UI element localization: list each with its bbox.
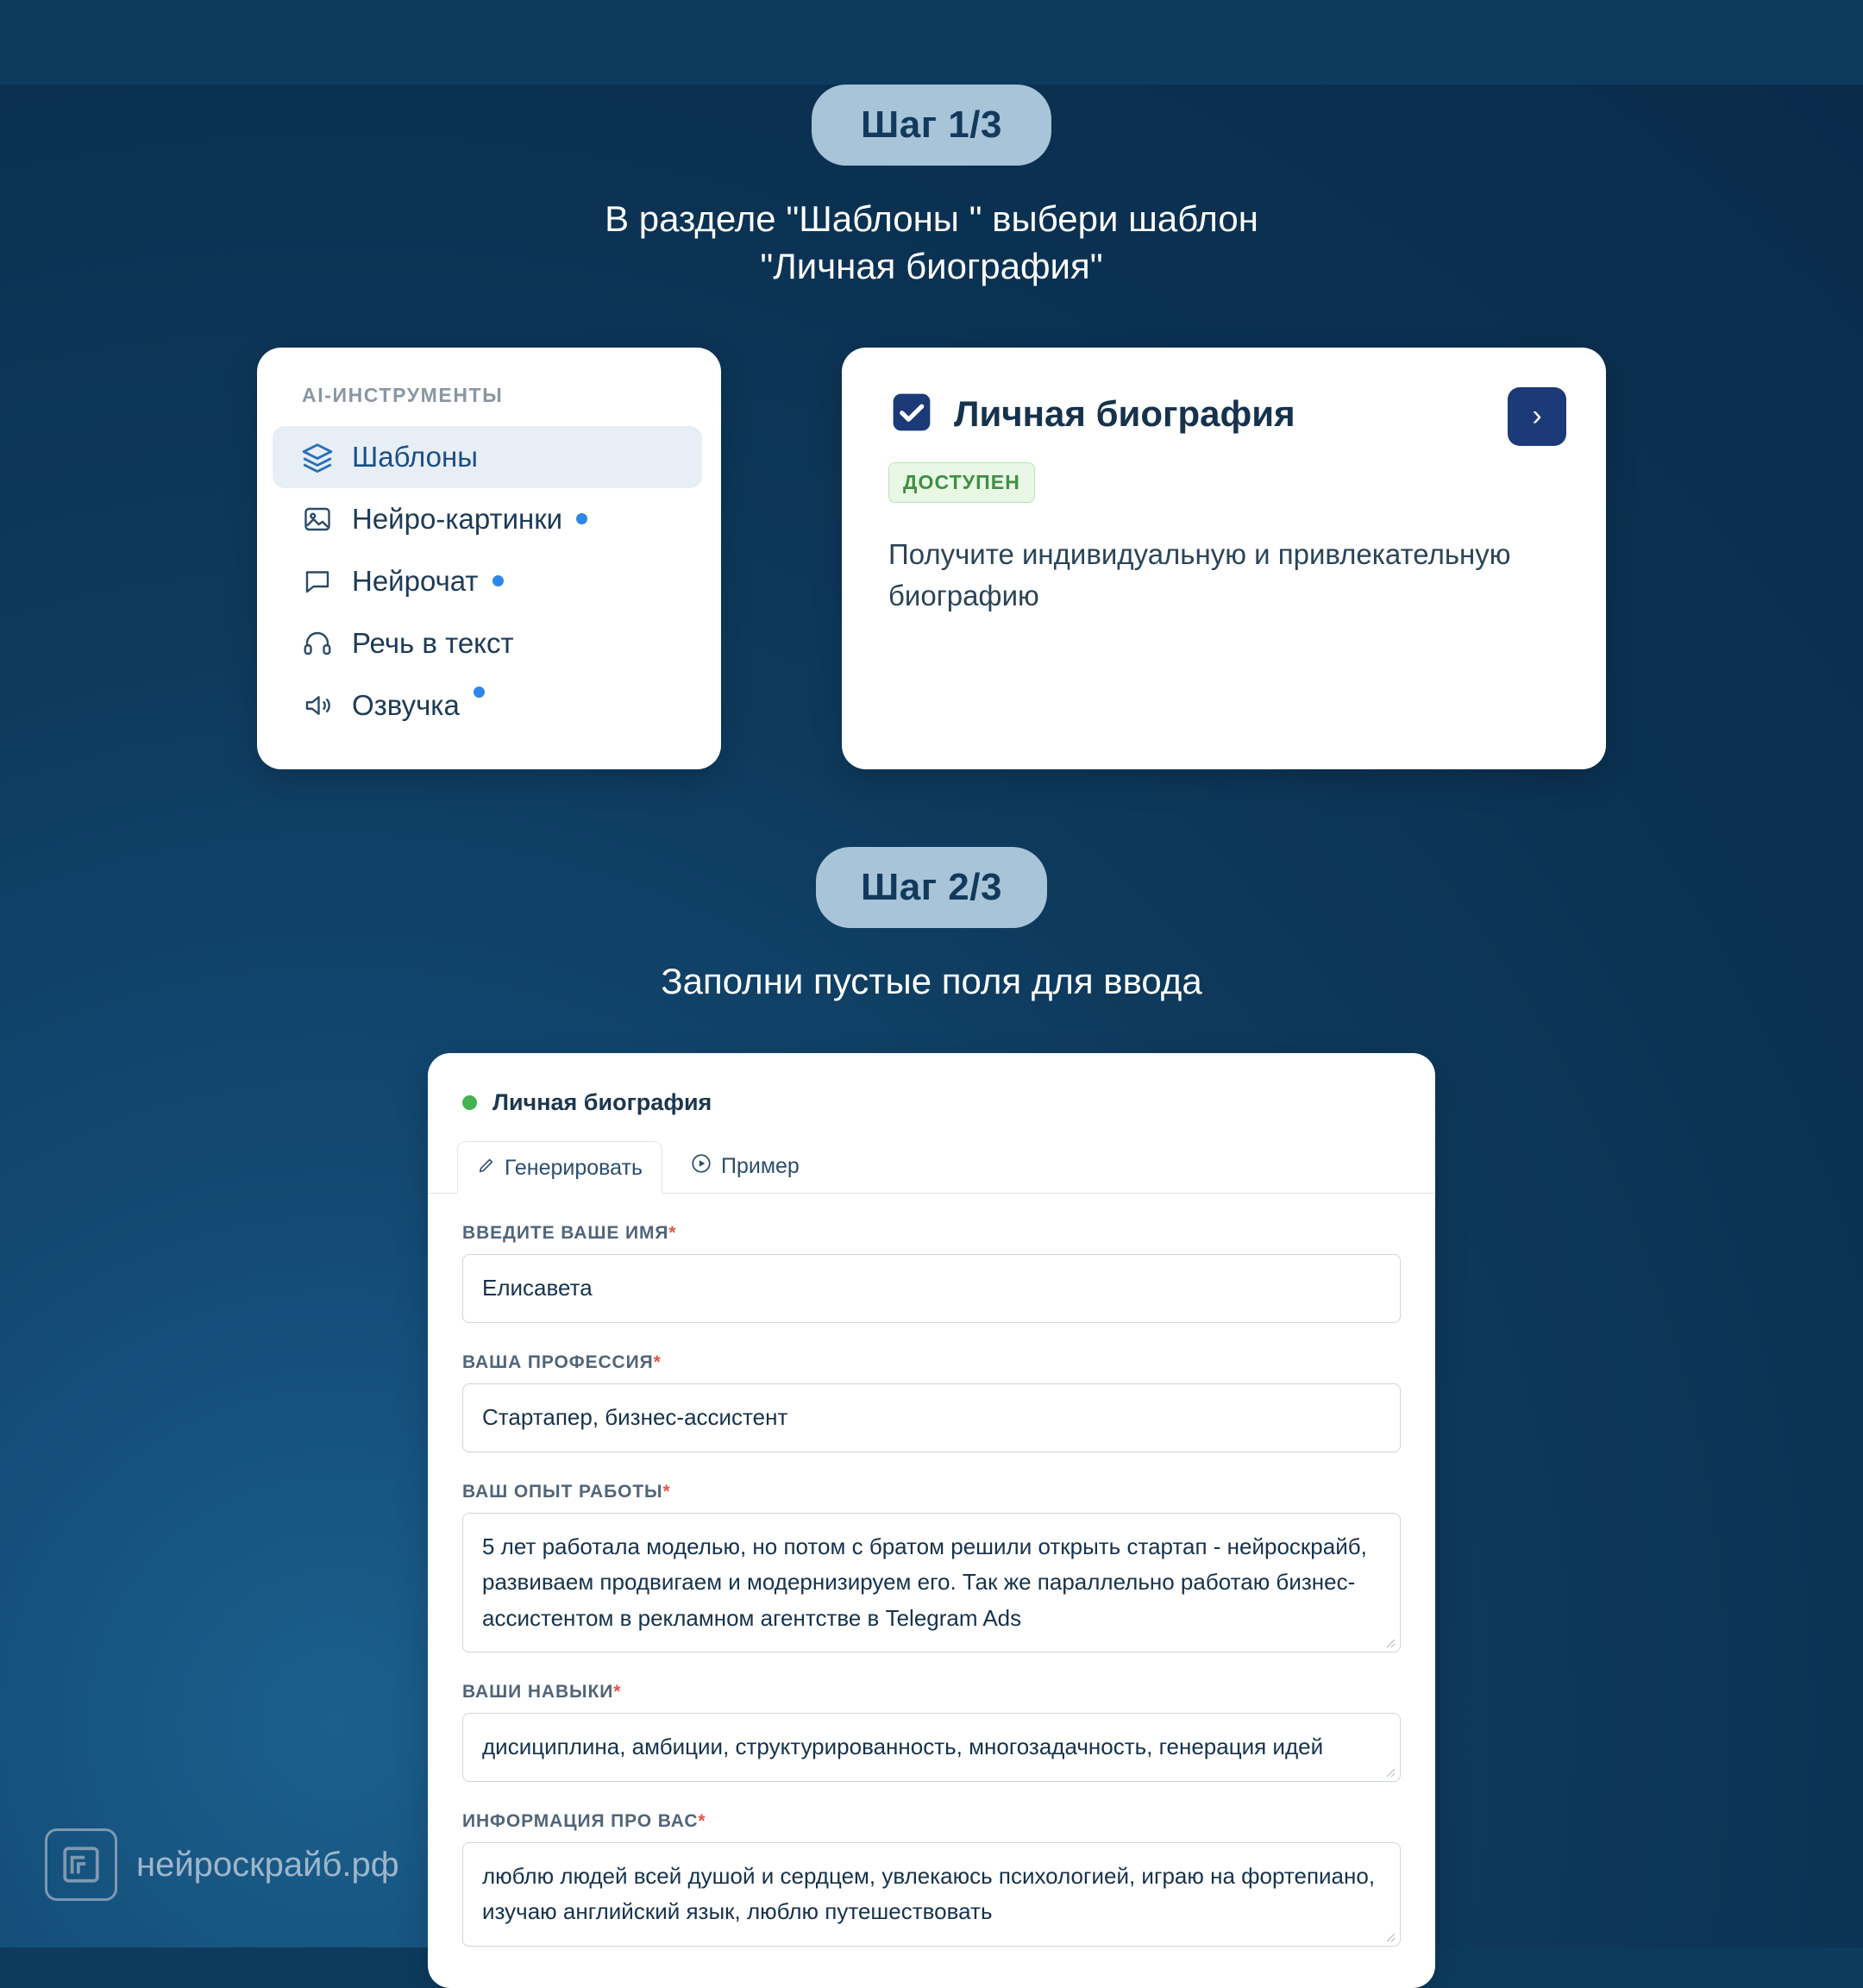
- field-label: [462, 1482, 1401, 1502]
- sidebar-item-label: Нейро-картинки: [352, 502, 563, 535]
- step-1-cards-row: [0, 348, 1863, 769]
- resize-handle-icon[interactable]: [1382, 1764, 1396, 1778]
- required-marker: *: [662, 1481, 671, 1502]
- resize-handle-icon[interactable]: [1382, 1634, 1396, 1648]
- form-title: Личная биография: [492, 1089, 712, 1116]
- field-label-text: ИНФОРМАЦИЯ ПРО ВАС: [462, 1810, 699, 1831]
- template-card-header: [888, 389, 1559, 440]
- step-2-caption: Заполни пустые поля для ввода: [661, 960, 1202, 1001]
- field-label-text: ВАШ ОПЫТ РАБОТЫ: [462, 1481, 663, 1502]
- tab-generate[interactable]: [457, 1141, 662, 1194]
- experience-textarea-value: 5 лет работала моделью, но потом с братом решили открыть стартап - нейроскрайб, развиваем продвигаем и модернизируем его. Так же параллельно работаю бизнес-ассистентом в рекламном агентстве в Telegram Ads: [482, 1533, 1367, 1631]
- template-card-personal-biography[interactable]: [842, 348, 1606, 769]
- sidebar-item-speech-to-text[interactable]: [257, 612, 721, 674]
- field-profession: [428, 1352, 1435, 1452]
- tab-label: Пример: [721, 1154, 800, 1179]
- field-experience: [428, 1482, 1435, 1653]
- field-label-text: ВАШИ НАВЫКИ: [462, 1682, 614, 1703]
- field-name: [428, 1223, 1435, 1323]
- pencil-icon: [477, 1156, 496, 1181]
- chat-icon: [295, 566, 340, 597]
- status-dot-icon: [462, 1095, 477, 1110]
- experience-textarea[interactable]: [462, 1513, 1401, 1653]
- sidebar-item-label: Шаблоны: [352, 440, 478, 473]
- form-card-header: [428, 1082, 1435, 1116]
- form-tabs: [428, 1138, 1435, 1194]
- sidebar-item-templates[interactable]: [273, 426, 702, 488]
- step-1-caption-line-2: "Личная биография": [760, 246, 1103, 287]
- play-icon: [690, 1152, 712, 1181]
- biography-form-card: [428, 1053, 1435, 1988]
- skills-textarea-value: дисициплина, амбиции, структурированность, многозадачность, генерация идей: [482, 1734, 1324, 1760]
- notification-dot-icon: [492, 575, 504, 586]
- sidebar-item-neurochat[interactable]: [257, 550, 721, 612]
- notification-dot-icon: [474, 687, 485, 698]
- sidebar-item-label: Озвучка: [352, 688, 460, 721]
- notification-dot-icon: [576, 513, 587, 524]
- required-marker: *: [613, 1682, 622, 1703]
- profession-input[interactable]: Стартапер, бизнес-ассистент: [462, 1383, 1401, 1452]
- required-marker: *: [653, 1351, 662, 1372]
- resize-handle-icon[interactable]: [1382, 1928, 1396, 1942]
- field-label-text: ВАША ПРОФЕССИЯ: [462, 1351, 654, 1372]
- field-label: [462, 1682, 1401, 1703]
- status-badge: ДОСТУПЕН: [888, 462, 1035, 503]
- open-template-button[interactable]: ›: [1508, 387, 1566, 446]
- sidebar-item-label: Речь в текст: [352, 626, 514, 659]
- name-input[interactable]: Елисавета: [462, 1254, 1401, 1323]
- field-about-you: [428, 1811, 1435, 1947]
- tab-label: Генерировать: [505, 1156, 643, 1181]
- required-marker: *: [698, 1810, 706, 1831]
- ai-tools-menu-title: AI-ИНСТРУМЕНТЫ: [302, 383, 504, 406]
- sidebar-item-voiceover[interactable]: [257, 674, 721, 737]
- brand-watermark: [45, 1828, 399, 1901]
- brand-name: нейроскрайб.рф: [136, 1845, 399, 1884]
- field-label: [462, 1223, 1401, 1244]
- step-1-caption: [0, 195, 1863, 291]
- image-icon: [295, 504, 340, 535]
- layers-icon: [295, 441, 340, 473]
- tab-example[interactable]: [671, 1138, 819, 1193]
- sidebar-item-label: Нейрочат: [352, 564, 479, 597]
- about-you-textarea-value: люблю людей всей душой и сердцем, увлекаюсь психологией, играю на фортепиано, изучаю английский язык, люблю путешествовать: [482, 1862, 1376, 1925]
- sidebar-item-neuro-images[interactable]: [257, 488, 721, 550]
- template-card-title: Личная биография: [954, 393, 1295, 435]
- template-card-description: Получите индивидуальную и привлекательную биографию: [888, 537, 1511, 611]
- ai-tools-menu-card: [257, 348, 721, 769]
- field-label: [462, 1811, 1401, 1832]
- headphones-icon: [295, 628, 340, 659]
- field-label: [462, 1352, 1401, 1373]
- checkbox-icon: [888, 389, 935, 440]
- required-marker: *: [668, 1223, 677, 1244]
- skills-textarea[interactable]: [462, 1713, 1401, 1782]
- square-spiral-logo-icon: [45, 1828, 117, 1901]
- step-2-badge: Шаг 2/3: [816, 847, 1047, 928]
- field-label-text: ВВЕДИТЕ ВАШЕ ИМЯ: [462, 1223, 669, 1244]
- step-1-badge: Шаг 1/3: [812, 85, 1051, 166]
- field-skills: [428, 1682, 1435, 1782]
- speaker-icon: [295, 690, 340, 721]
- step-1-caption-line-1: В разделе "Шаблоны " выбери шаблон: [605, 198, 1258, 239]
- about-you-textarea[interactable]: [462, 1842, 1401, 1947]
